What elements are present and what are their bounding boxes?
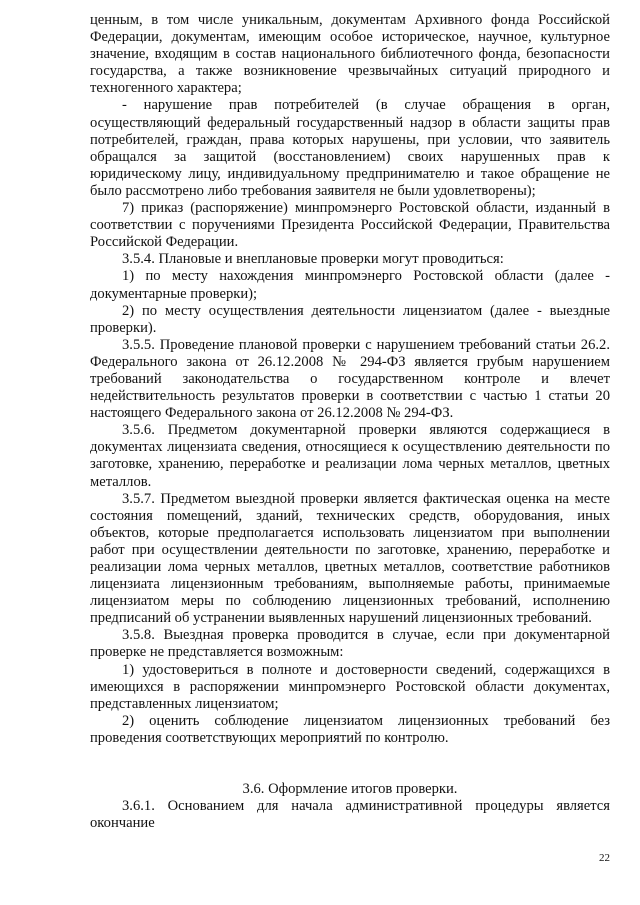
paragraph-3-5-6: 3.5.6. Предметом документарной проверки являются содержащиеся в документах лицензиата сведения, относящиеся к осуществлению деятельности по заготовке, хранению, переработке и реализации лома черных металлов, цветных металлов. — [90, 422, 610, 490]
paragraph-3-6-1: 3.6.1. Основанием для начала административной процедуры является окончание — [90, 798, 610, 832]
page-number: 22 — [599, 852, 610, 864]
paragraph-3-5-4: 3.5.4. Плановые и внеплановые проверки могут проводиться: — [122, 251, 504, 268]
paragraph-3-5-8-item-2: 2) оценить соблюдение лицензиатом лицензионных требований без проведения соответствующих мероприятий по контролю. — [90, 712, 610, 746]
section-title: 3.6. Оформление итогов проверки. — [242, 781, 458, 798]
paragraph-3-5-4-item-2: 2) по месту осуществления деятельности лицензиатом (далее - выездные проверки). — [90, 302, 610, 336]
paragraph-3-5-4-item-1: 1) по месту нахождения минпромэнерго Ростовской области (далее - документарные проверки); — [90, 268, 610, 302]
paragraph-3-5-7: 3.5.7. Предметом выездной проверки является фактическая оценка на месте состояния помещений, зданий, технических средств, оборудования, иных объектов, которые предполагается использовать лицензиатом при выполнении работ при осуществлении деятельности по заготовке, хранению, переработке и реализации лома черных металлов, цветных металлов, соответствие работников лицензиата лицензионным требованиям, выполняемые работы, принимаемые лицензиатом меры по соблюдению лицензионных требований, исполнению предписаний об устранении выявленных нарушений лицензионных требований. — [90, 490, 610, 627]
paragraph-3-5-8-item-1: 1) удостовериться в полноте и достоверности сведений, содержащихся в имеющихся в распоряжении минпромэнерго Ростовской области документах, представленных лицензиатом; — [90, 661, 610, 712]
paragraph-continuation: ценным, в том числе уникальным, документам Архивного фонда Российской Федерации, документам, имеющим особое историческое, научное, культурное значение, входящим в состав национального библиотечного фонда, безопасности государства, а также возникновение чрезвычайных ситуаций природного и техногенного характера; — [90, 12, 610, 97]
paragraph-consumer-rights: - нарушение прав потребителей (в случае обращения в орган, осуществляющий федеральный государственный надзор в области защиты прав потребителей, граждан, права которых нарушены, при условии, что заявитель обращался за защитой (восстановлением) своих нарушенных прав к юридическому лицу, индивидуальному предпринимателю и такое обращение не было рассмотрено либо требования заявителя не были удовлетворены); — [90, 97, 610, 199]
document-body — [90, 12, 610, 832]
paragraph-3-5-5: 3.5.5. Проведение плановой проверки с нарушением требований статьи 26.2. Федерального закона от 26.12.2008 № 294-ФЗ является грубым нарушением требований законодательства о государственном контроле и влечет недействительность результатов проверки в соответствии с частью 1 статьи 20 настоящего Федерального закона от 26.12.2008 № 294-ФЗ. — [90, 336, 610, 422]
paragraph-item-7: 7) приказ (распоряжение) минпромэнерго Ростовской области, изданный в соответствии с поручениями Президента Российской Федерации, Правительства Российской Федерации. — [90, 200, 610, 251]
paragraph-3-5-8: 3.5.8. Выездная проверка проводится в случае, если при документарной проверке не представляется возможным: — [90, 627, 610, 661]
